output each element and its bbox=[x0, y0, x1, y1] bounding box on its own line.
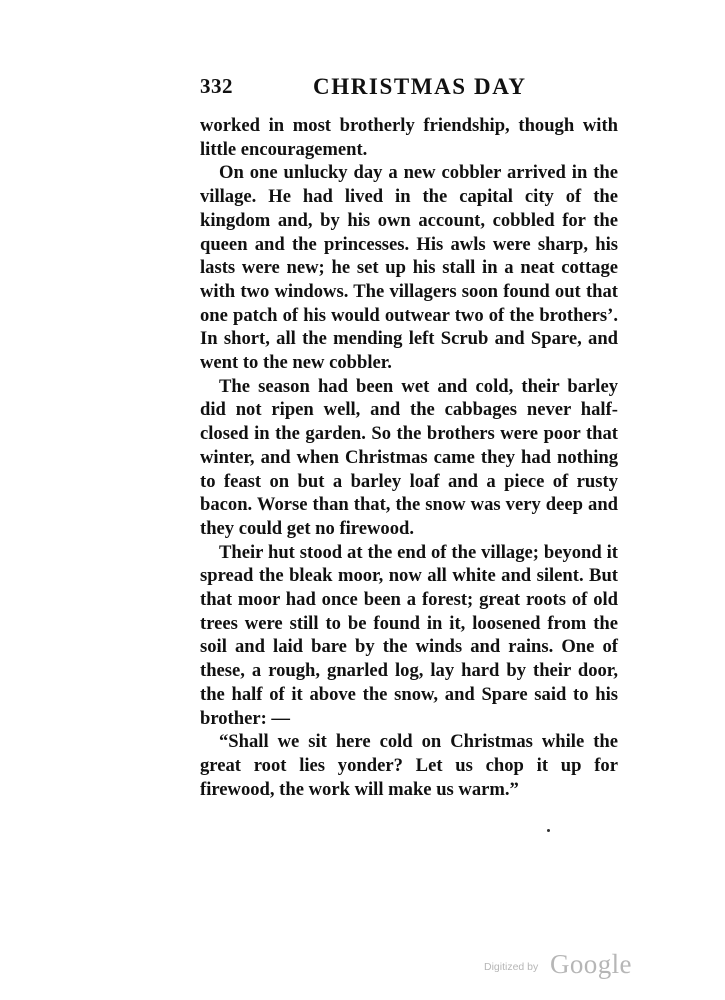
running-head: CHRISTMAS DAY bbox=[313, 74, 527, 99]
paragraph-continuation: worked in most brotherly friendship, though with little encouragement. bbox=[200, 115, 618, 160]
ink-speck bbox=[547, 829, 550, 832]
page-header bbox=[200, 74, 618, 108]
watermark-prefix: Digitized by bbox=[484, 961, 539, 973]
page-number: 332 bbox=[200, 74, 233, 98]
paragraph-spare-speech: “Shall we sit here cold on Christmas while the great root lies yonder? Let us chop it up for firewood, the work will make us warm.” bbox=[200, 731, 618, 800]
paragraph-hut-and-moor: Their hut stood at the end of the village; beyond it spread the bleak moor, now all white and silent. But that moor had once been a forest; great roots of old trees were still to be found in it, loosened from the soil and laid bare by the winds and rains. One of these, a rough, gnarled log, lay hard by their door, the half of it above the snow, and Spare said to his brother: — bbox=[200, 541, 618, 729]
digitization-watermark bbox=[484, 948, 644, 988]
body-text bbox=[200, 114, 618, 801]
paragraph-new-cobbler: On one unlucky day a new cobbler arrived in the village. He had lived in the capital city of the kingdom and, by his own account, cobbled for the queen and the princesses. His awls were sharp, his lasts were new; he set up his stall in a neat cottage with two windows. The villagers soon found out that one patch of his would outwear two of the brothers’. In short, all the mending left Scrub and Spare, and went to the new cobbler. bbox=[200, 162, 618, 374]
paragraph-poor-winter: The season had been wet and cold, their barley did not ripen well, and the cabbages never half-closed in the garden. So the brothers were poor that winter, and when Christmas came they had nothing to feast on but a barley loaf and a piece of rusty bacon. Worse than that, the snow was very deep and they could get no firewood. bbox=[200, 375, 618, 539]
google-logo: Google bbox=[550, 949, 632, 979]
